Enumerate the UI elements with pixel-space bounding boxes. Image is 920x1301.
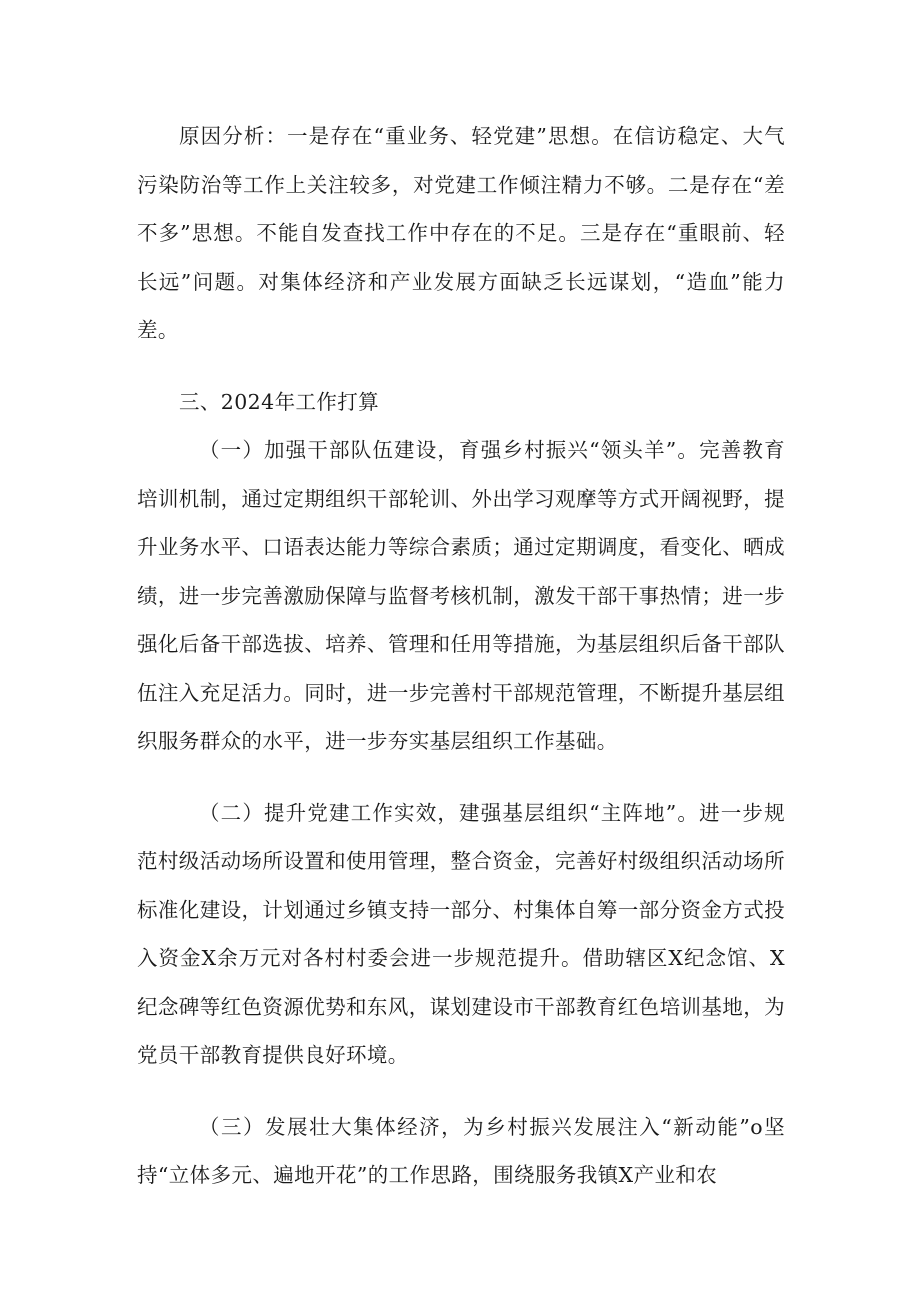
paragraph-item-one: （一）加强干部队伍建设，育强乡村振兴“领头羊”。完善教育培训机制，通过定期组织干部轮训、外出学习观摩等方式开阔视野，提升业务水平、口语表达能力等综合素质；通过定期调度，看变化、晒成绩，进一步完善激励保障与监督考核机制，激发干部干事热情；进一步强化后备干部选拔、培养、管理和任用等措施，为基层组织后备干部队伍注入充足活力。同时，进一步完善村干部规范管理，不断提升基层组织服务群众的水平，进一步夯实基层组织工作基础。 [137,438,785,753]
paragraph-item-two: （二）提升党建工作实效，建强基层组织“主阵地”。进一步规范村级活动场所设置和使用管理，整合资金，完善好村级组织活动场所标准化建设，计划通过乡镇支持一部分、村集体自筹一部分资金方式投入资金X余万元对各村村委会进一步规范提升。借助辖区X纪念馆、X纪念碑等红色资源优势和东风，谋划建设市干部教育红色培训基地，为党员干部教育提供良好环境。 [137,800,785,1067]
paragraph-spacer [137,355,785,378]
paragraph-cause-analysis: 原因分析：一是存在“重业务、轻党建”思想。在信访稳定、大气污染防治等工作上关注较多，对党建工作倾注精力不够。二是存在“差不多”思想。不能自发查找工作中存在的不足。三是存在“重眼前、轻长远”问题。对集体经济和产业发展方面缺乏长远谋划，“造血”能力差。 [137,124,785,342]
paragraph-spacer [137,766,785,789]
paragraph-item-three: （三）发展壮大集体经济，为乡村振兴发展注入“新动能”o坚持“立体多元、遍地开花”的工作思路，围绕服务我镇X产业和农 [137,1114,785,1187]
document-body [137,112,785,1200]
paragraph-spacer [137,1080,785,1103]
section-heading: 三、2024年工作打算 [179,389,380,414]
